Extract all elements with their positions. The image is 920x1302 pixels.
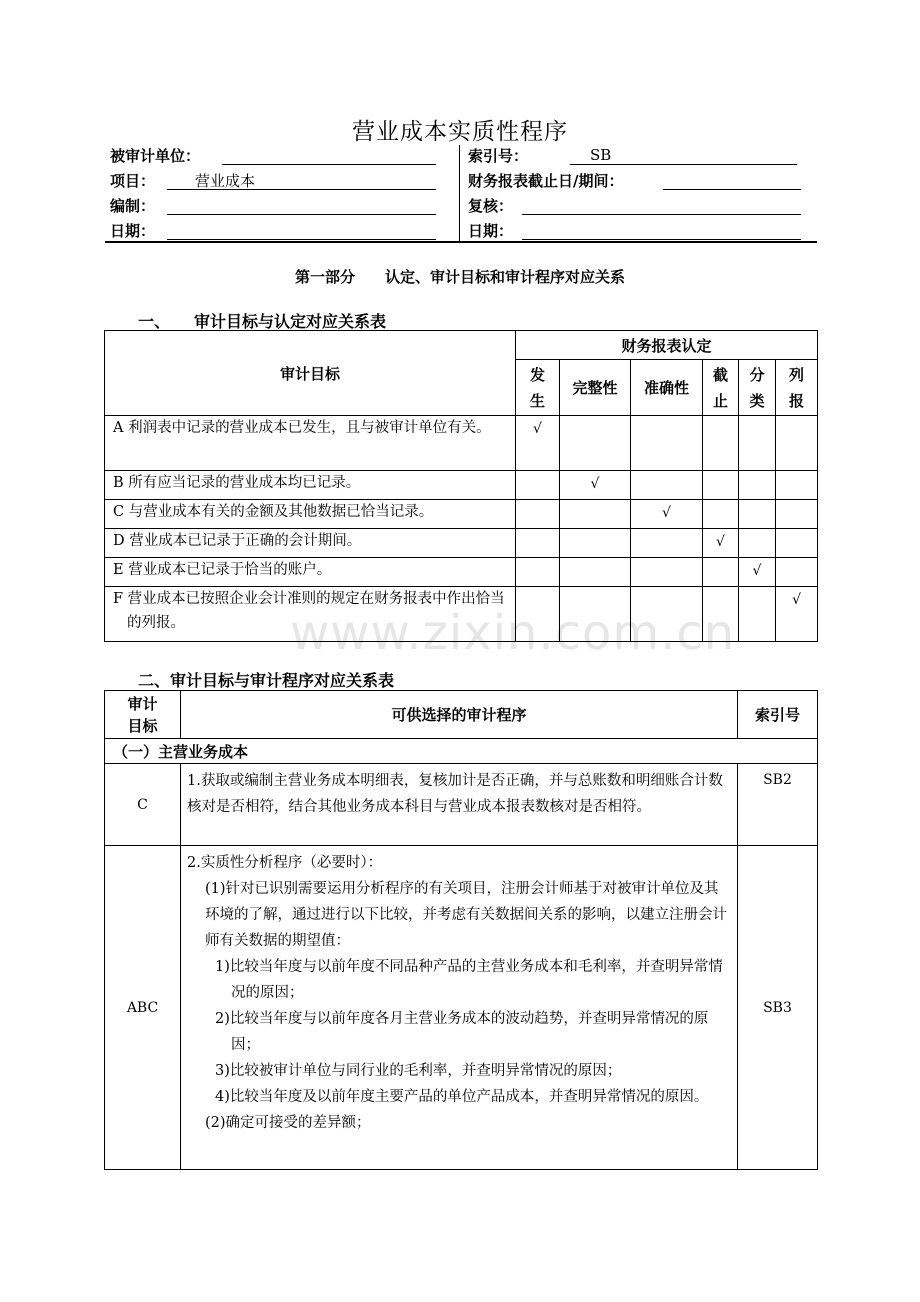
preparer-field[interactable] — [167, 213, 436, 215]
objective-row — [105, 558, 516, 587]
date-label-right: 日期： — [468, 222, 514, 240]
auditee-label: 被审计单位： — [110, 147, 201, 165]
assertion-occurrence: 发生 — [516, 360, 560, 416]
mark-cell: √ — [776, 587, 818, 642]
mark-cell: √ — [739, 558, 776, 587]
project-label: 项目： — [110, 172, 156, 190]
mark-cell — [776, 500, 818, 529]
objective-row — [105, 529, 516, 558]
mark-cell — [560, 416, 631, 471]
auditee-field[interactable] — [222, 163, 436, 165]
objective-text: C 与营业成本有关的金额及其他数据已恰当记录。 — [113, 504, 434, 520]
objective-row — [105, 471, 516, 500]
objective-col-header: 审计目标 — [105, 691, 181, 739]
mark-cell — [703, 471, 739, 500]
mark-cell — [516, 471, 560, 500]
reviewer-label: 复核： — [468, 197, 514, 215]
assertion-table — [104, 330, 818, 642]
mark-cell — [739, 416, 776, 471]
header-divider — [459, 145, 460, 242]
mark-cell — [516, 558, 560, 587]
procedure-ref: SB2 — [738, 764, 818, 846]
project-field[interactable] — [167, 188, 436, 190]
procedure-ref: SB3 — [738, 846, 818, 1170]
procedure-item: 2)比较当年度与以前年度各月主营业务成本的波动趋势，并查明异常情况的原因； — [215, 1011, 709, 1053]
objective-row — [105, 416, 516, 471]
group-main-business-cost: （一）主营业务成本 — [105, 739, 818, 764]
assertion-completeness: 完整性 — [560, 360, 631, 416]
mark-cell — [516, 500, 560, 529]
mark-cell — [703, 558, 739, 587]
objective-text: E 营业成本已记录于恰当的账户。 — [113, 562, 332, 578]
period-label: 财务报表截止日/期间： — [468, 172, 624, 190]
date-field-left[interactable] — [167, 238, 436, 240]
index-field[interactable] — [570, 163, 797, 165]
mark-cell — [631, 471, 703, 500]
index-label: 索引号： — [468, 147, 529, 165]
procedure-item: 3)比较被审计单位与同行业的毛利率，并查明异常情况的原因； — [215, 1063, 622, 1079]
procedure-objective: C — [105, 764, 181, 846]
mark-cell — [703, 416, 739, 471]
mark-cell — [776, 558, 818, 587]
mark-cell — [739, 500, 776, 529]
procedure-text: 1.获取或编制主营业务成本明细表，复核加计是否正确，并与总账数和明细账合计数核对是否相符，结合其他业务成本科目与营业成本报表数核对是否相符。 — [181, 764, 738, 846]
objective-text: A 利润表中记录的营业成本已发生，且与被审计单位有关。 — [113, 420, 491, 436]
assertion-classification: 分类 — [739, 360, 776, 416]
mark-cell — [703, 500, 739, 529]
mark-cell — [631, 529, 703, 558]
mark-cell — [516, 587, 560, 642]
assertion-group-header: 财务报表认定 — [516, 331, 818, 360]
procedure-col-header: 可供选择的审计程序 — [181, 691, 738, 739]
objective-row — [105, 587, 516, 642]
mark-cell: √ — [631, 500, 703, 529]
procedure-substep: (1)针对已识别需要运用分析程序的有关项目，注册会计师基于对被审计单位及其环境的了解，通过进行以下比较，并考虑有关数据间关系的影响，以建立注册会计师有关数据的期望值： — [205, 881, 727, 949]
project-value: 营业成本 — [195, 172, 256, 190]
mark-cell — [560, 558, 631, 587]
assertion-accuracy: 准确性 — [631, 360, 703, 416]
objective-header: 审计目标 — [105, 331, 516, 416]
objective-row — [105, 500, 516, 529]
mark-cell — [631, 416, 703, 471]
objective-text: D 营业成本已记录于正确的会计期间。 — [113, 533, 362, 549]
reviewer-field[interactable] — [522, 213, 801, 215]
procedure-item: 4)比较当年度及以前年度主要产品的单位产品成本，并查明异常情况的原因。 — [215, 1089, 709, 1105]
date-field-right[interactable] — [522, 238, 801, 240]
preparer-label: 编制： — [110, 197, 156, 215]
procedure-step: 2.实质性分析程序（必要时）： — [187, 855, 383, 871]
watermark: www.zixin.com.cn — [290, 605, 736, 661]
mark-cell — [560, 529, 631, 558]
procedure-substep: (2)确定可接受的差异额； — [205, 1115, 371, 1131]
mark-cell: √ — [516, 416, 560, 471]
mark-cell — [631, 558, 703, 587]
date-label-left: 日期： — [110, 222, 156, 240]
index-value: SB — [590, 146, 612, 164]
mark-cell — [776, 416, 818, 471]
document-title: 营业成本实质性程序 — [352, 119, 568, 145]
assertion-presentation: 列报 — [776, 360, 818, 416]
period-field[interactable] — [663, 188, 801, 190]
assertion-cutoff: 截止 — [703, 360, 739, 416]
procedure-item: 1)比较当年度与以前年度不同品种产品的主营业务成本和毛利率，并查明异常情况的原因； — [215, 959, 723, 1001]
mark-cell — [631, 587, 703, 642]
header-rule — [105, 241, 817, 243]
objective-text: B 所有应当记录的营业成本均已记录。 — [113, 475, 361, 491]
mark-cell — [776, 471, 818, 500]
mark-cell — [560, 587, 631, 642]
section2-title: 二、审计目标与审计程序对应关系表 — [138, 671, 395, 690]
section1-title: 一、 审计目标与认定对应关系表 — [138, 312, 387, 331]
mark-cell — [739, 529, 776, 558]
mark-cell: √ — [703, 529, 739, 558]
mark-cell — [776, 529, 818, 558]
objective-text: F 营业成本已按照企业会计准则的规定在财务报表中作出恰当的列报。 — [113, 591, 505, 631]
procedure-objective: ABC — [105, 846, 181, 1170]
procedure-cell — [181, 846, 738, 1170]
mark-cell — [516, 529, 560, 558]
part-title: 第一部分 认定、审计目标和审计程序对应关系 — [294, 268, 625, 286]
mark-cell — [560, 500, 631, 529]
mark-cell — [739, 471, 776, 500]
index-col-header: 索引号 — [738, 691, 818, 739]
procedure-table — [104, 690, 818, 1170]
mark-cell: √ — [560, 471, 631, 500]
mark-cell — [739, 587, 776, 642]
mark-cell — [703, 587, 739, 642]
